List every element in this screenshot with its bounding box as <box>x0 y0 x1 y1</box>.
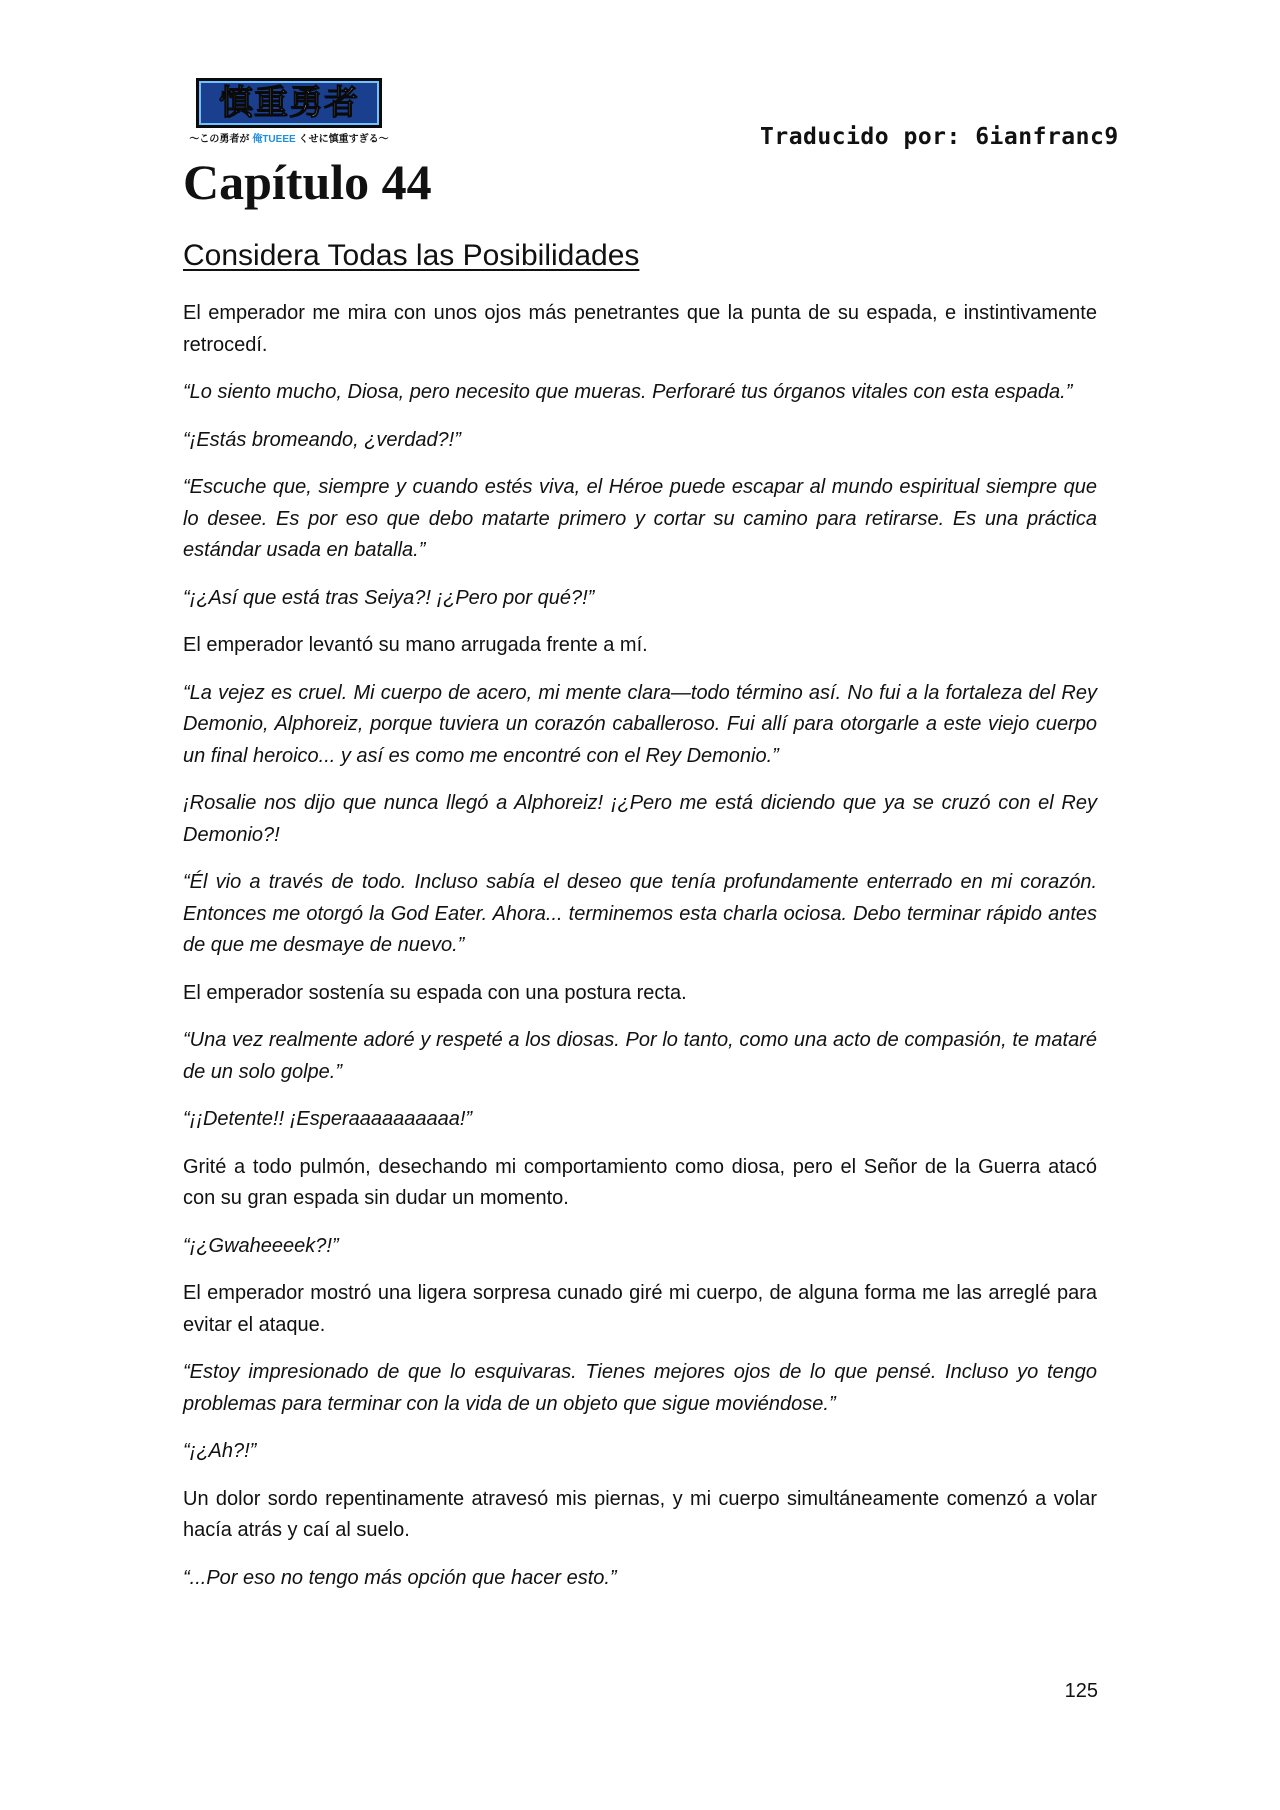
narration-paragraph: El emperador sostenía su espada con una postura recta. <box>183 981 687 1004</box>
dialogue-paragraph: “Estoy impresionado de que lo esquivaras. Tienes mejores ojos de lo que pensé. Incluso yo tengo problemas para terminar con la vida de un objeto que sigue moviéndose.” <box>183 1361 1097 1415</box>
dialogue-paragraph: “¡Estás bromeando, ¿verdad?!” <box>183 428 461 451</box>
narration-paragraph: Un dolor sordo repentinamente atravesó mis piernas, y mi cuerpo simultáneamente comenzó a volar hacía atrás y caí al suelo. <box>183 1487 1097 1541</box>
dialogue-paragraph: ¡Rosalie nos dijo que nunca llegó a Alphoreiz! ¡¿Pero me está diciendo que ya se cruzó con el Rey Demonio?! <box>183 792 1097 846</box>
dialogue-paragraph: “Una vez realmente adoré y respeté a los diosas. Por lo tanto, como una acto de compasión, te mataré de un solo golpe.” <box>183 1029 1097 1083</box>
chapter-body <box>183 298 1097 1610</box>
dialogue-paragraph: “La vejez es cruel. Mi cuerpo de acero, mi mente clara—todo término así. No fui a la fortaleza del Rey Demonio, Alphoreiz, porque tuviera un corazón caballeroso. Fui allí para otorgarle a este viejo cuerpo un final heroico... y así es como me encontré con el Rey Demonio.” <box>183 681 1097 767</box>
translator-credit: Traducido por: 6ianfranc9 <box>760 124 1119 150</box>
dialogue-paragraph: “...Por eso no tengo más opción que hacer esto.” <box>183 1566 617 1589</box>
series-logo-subtitle-post: くせに慎重すぎる〜 <box>298 133 389 145</box>
page-number: 125 <box>1064 1680 1098 1702</box>
dialogue-paragraph: “¡¿Gwaheeeek?!” <box>183 1234 339 1257</box>
dialogue-paragraph: “¡¿Así que está tras Seiya?! ¡¿Pero por qué?!” <box>183 586 595 609</box>
series-logo <box>189 78 389 145</box>
dialogue-paragraph: “¡¿Ah?!” <box>183 1440 257 1462</box>
narration-paragraph: Grité a todo pulmón, desechando mi comportamiento como diosa, pero el Señor de la Guerra atacó con su gran espada sin dudar un momento. <box>183 1155 1097 1209</box>
narration-paragraph: El emperador me mira con unos ojos más penetrantes que la punta de su espada, e instintivamente retrocedí. <box>183 302 1097 356</box>
chapter-title: Capítulo 44 <box>183 154 432 210</box>
dialogue-paragraph: “Él vio a través de todo. Incluso sabía el deseo que tenía profundamente enterrado en mi corazón. Entonces me otorgó la God Eater. Ahora... terminemos esta charla ociosa. Debo terminar rápido antes de que me desmaye de nuevo.” <box>183 871 1097 956</box>
dialogue-paragraph: “¡¡Detente!! ¡Esperaaaaaaaaaa!” <box>183 1108 473 1130</box>
series-logo-subtitle <box>189 130 389 145</box>
series-logo-title: 慎重勇者 <box>219 83 359 123</box>
narration-paragraph: El emperador levantó su mano arrugada frente a mí. <box>183 634 648 656</box>
series-logo-subtitle-highlight: 俺TUEEE <box>252 133 296 145</box>
series-logo-subtitle-pre: 〜この勇者が <box>189 133 250 145</box>
dialogue-paragraph: “Escuche que, siempre y cuando estés viva, el Héroe puede escapar al mundo espiritual siempre que lo desee. Es por eso que debo matarte primero y cortar su camino para retirarse. Es una práctica estándar usada en batalla.” <box>183 476 1097 561</box>
dialogue-paragraph: “Lo siento mucho, Diosa, pero necesito que mueras. Perforaré tus órganos vitales con esta espada.” <box>183 381 1073 403</box>
chapter-subtitle: Considera Todas las Posibilidades <box>183 239 640 272</box>
narration-paragraph: El emperador mostró una ligera sorpresa cunado giré mi cuerpo, de alguna forma me las arreglé para evitar el ataque. <box>183 1282 1097 1336</box>
series-logo-title-box <box>196 78 382 128</box>
